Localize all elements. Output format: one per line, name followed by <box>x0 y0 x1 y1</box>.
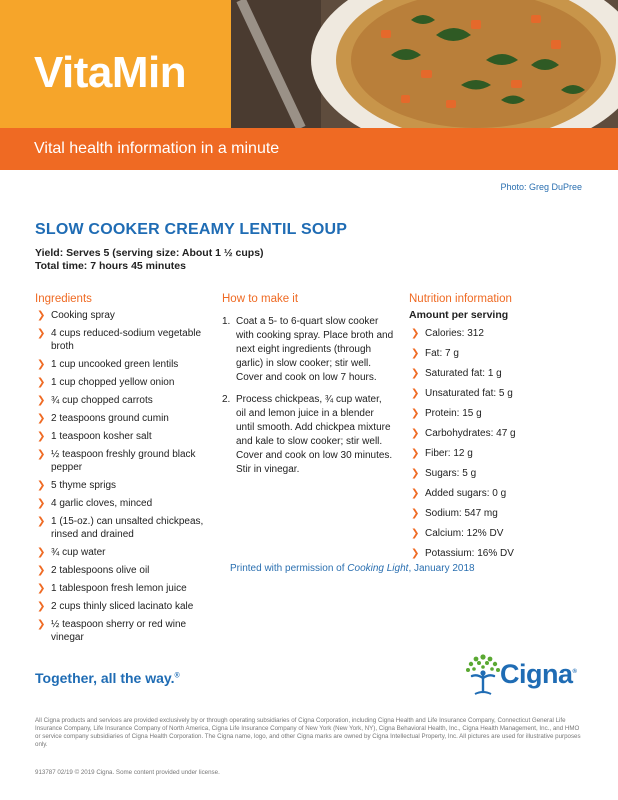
how-to-column <box>222 293 394 485</box>
list-item: ❯ ¾ cup chopped carrots <box>37 395 153 406</box>
chevron-right-icon: ❯ <box>37 480 46 491</box>
footer-code: 913787 02/19 © 2019 Cigna. Some content provided under license. <box>35 769 220 776</box>
ingredients-list <box>35 309 215 644</box>
steps-list <box>222 315 394 477</box>
nutrition-list <box>409 327 589 560</box>
chevron-right-icon: ❯ <box>411 368 420 379</box>
recipe-title: SLOW COOKER CREAMY LENTIL SOUP <box>35 221 348 238</box>
chevron-right-icon: ❯ <box>411 488 420 499</box>
chevron-right-icon: ❯ <box>37 359 46 370</box>
chevron-right-icon: ❯ <box>37 377 46 388</box>
permission-note: Printed with permission of Cooking Light, January 2018 <box>230 563 475 574</box>
recipe-total-time: Total time: 7 hours 45 minutes <box>35 260 186 272</box>
ingredients-heading: Ingredients <box>35 293 92 305</box>
list-item: ❯ 2 cups thinly sliced lacinato kale <box>37 601 194 612</box>
legal-disclaimer: All Cigna products and services are provided exclusively by or through operating subsidiaries of Cigna Corporation, including Cigna Health and Life Insurance Company, Connecticut General Life Insurance Company, Life Insurance Company of North America, Cigna Life Insurance Company of New York (New York, NY), Cigna Behavioral Health, Inc., Cigna Health Management, Inc., and HMO or service company subsidiaries of Cigna Health Corporation. The Cigna name, logo, and other Cigna marks are owned by Cigna Intellectual Property, Inc. All pictures are used for illustrative purposes only. <box>35 717 581 748</box>
header <box>0 0 618 170</box>
list-item: ❯ Sugars: 5 g <box>411 468 477 479</box>
chevron-right-icon: ❯ <box>37 516 46 527</box>
registered-mark: ® <box>572 669 577 675</box>
chevron-right-icon: ❯ <box>37 583 46 594</box>
chevron-right-icon: ❯ <box>37 310 46 321</box>
step-item: 1. Coat a 5- to 6-quart slow cooker with cooking spray. Place broth and next eight ingredients (through garlic) in slow cooker; stir well. Cover and cook on low 7 hours. <box>222 316 394 383</box>
list-item: ❯ Fiber: 12 g <box>411 448 473 459</box>
chevron-right-icon: ❯ <box>411 408 420 419</box>
step-item: 2. Process chickpeas, ¾ cup water, oil and lemon juice in a blender until smooth. Add chickpea mixture and kale to slow cooker; stir well. Cover and cook on low 30 minutes. Stir in vinegar. <box>222 394 393 475</box>
soup-photo <box>231 0 618 128</box>
chevron-right-icon: ❯ <box>37 395 46 406</box>
ingredients-column <box>35 293 215 649</box>
chevron-right-icon: ❯ <box>37 328 46 339</box>
chevron-right-icon: ❯ <box>37 498 46 509</box>
chevron-right-icon: ❯ <box>411 428 420 439</box>
chevron-right-icon: ❯ <box>411 508 420 519</box>
list-item: ❯ ½ teaspoon sherry or red wine vinegar <box>37 619 187 643</box>
tagline: Vital health information in a minute <box>34 140 280 157</box>
chevron-right-icon: ❯ <box>37 431 46 442</box>
chevron-right-icon: ❯ <box>411 528 420 539</box>
permission-source: Cooking Light <box>347 563 409 574</box>
list-item: ❯ 5 thyme sprigs <box>37 480 117 491</box>
list-item: ❯ Fat: 7 g <box>411 348 459 359</box>
brand-title: VitaMin <box>34 48 187 97</box>
nutrition-heading: Nutrition information <box>409 293 512 305</box>
list-item: ❯ 1 (15-oz.) can unsalted chickpeas, rinsed and drained <box>37 516 204 540</box>
list-item: ❯ Cooking spray <box>37 310 115 321</box>
list-item: ❯ Saturated fat: 1 g <box>411 368 502 379</box>
list-item: ❯ ¾ cup water <box>37 547 106 558</box>
chevron-right-icon: ❯ <box>411 348 420 359</box>
list-item: ❯ 2 tablespoons olive oil <box>37 565 150 576</box>
chevron-right-icon: ❯ <box>411 388 420 399</box>
list-item: ❯ ½ teaspoon freshly ground black pepper <box>37 449 196 473</box>
slogan: Together, all the way.® <box>35 670 180 686</box>
chevron-right-icon: ❯ <box>37 619 46 630</box>
chevron-right-icon: ❯ <box>411 448 420 459</box>
photo-credit: Photo: Greg DuPree <box>500 182 582 192</box>
list-item: ❯ 4 cups reduced-sodium vegetable broth <box>37 328 202 352</box>
chevron-right-icon: ❯ <box>37 449 46 460</box>
list-item: ❯ 1 tablespoon fresh lemon juice <box>37 583 187 594</box>
registered-mark: ® <box>174 672 180 680</box>
nutrition-column <box>409 293 589 567</box>
chevron-right-icon: ❯ <box>37 413 46 424</box>
soup-bowl-image <box>231 0 618 128</box>
chevron-right-icon: ❯ <box>37 547 46 558</box>
cigna-wordmark: Cigna® <box>500 659 577 689</box>
chevron-right-icon: ❯ <box>411 328 420 339</box>
list-item: ❯ Calories: 312 <box>411 328 484 339</box>
list-item: ❯ 1 teaspoon kosher salt <box>37 431 152 442</box>
list-item: ❯ Calcium: 12% DV <box>411 528 504 539</box>
list-item: ❯ 1 cup uncooked green lentils <box>37 359 179 370</box>
how-to-heading: How to make it <box>222 293 299 305</box>
recipe-meta <box>35 247 264 273</box>
nutrition-subheading: Amount per serving <box>409 309 509 321</box>
list-item: ❯ Protein: 15 g <box>411 408 482 419</box>
list-item: ❯ 2 teaspoons ground cumin <box>37 413 169 424</box>
chevron-right-icon: ❯ <box>411 468 420 479</box>
list-item: ❯ Added sugars: 0 g <box>411 488 507 499</box>
list-item: ❯ 1 cup chopped yellow onion <box>37 377 175 388</box>
chevron-right-icon: ❯ <box>37 601 46 612</box>
cigna-tree-logo-icon <box>463 652 503 698</box>
list-item: ❯ Sodium: 547 mg <box>411 508 498 519</box>
list-item: ❯ Carbohydrates: 47 g <box>411 428 516 439</box>
recipe-yield: Yield: Serves 5 (serving size: About 1 ½ cups) <box>35 247 264 259</box>
list-item: ❯ 4 garlic cloves, minced <box>37 498 153 509</box>
chevron-right-icon: ❯ <box>411 548 420 559</box>
chevron-right-icon: ❯ <box>37 565 46 576</box>
list-item: ❯ Potassium: 16% DV <box>411 548 514 559</box>
list-item: ❯ Unsaturated fat: 5 g <box>411 388 513 399</box>
